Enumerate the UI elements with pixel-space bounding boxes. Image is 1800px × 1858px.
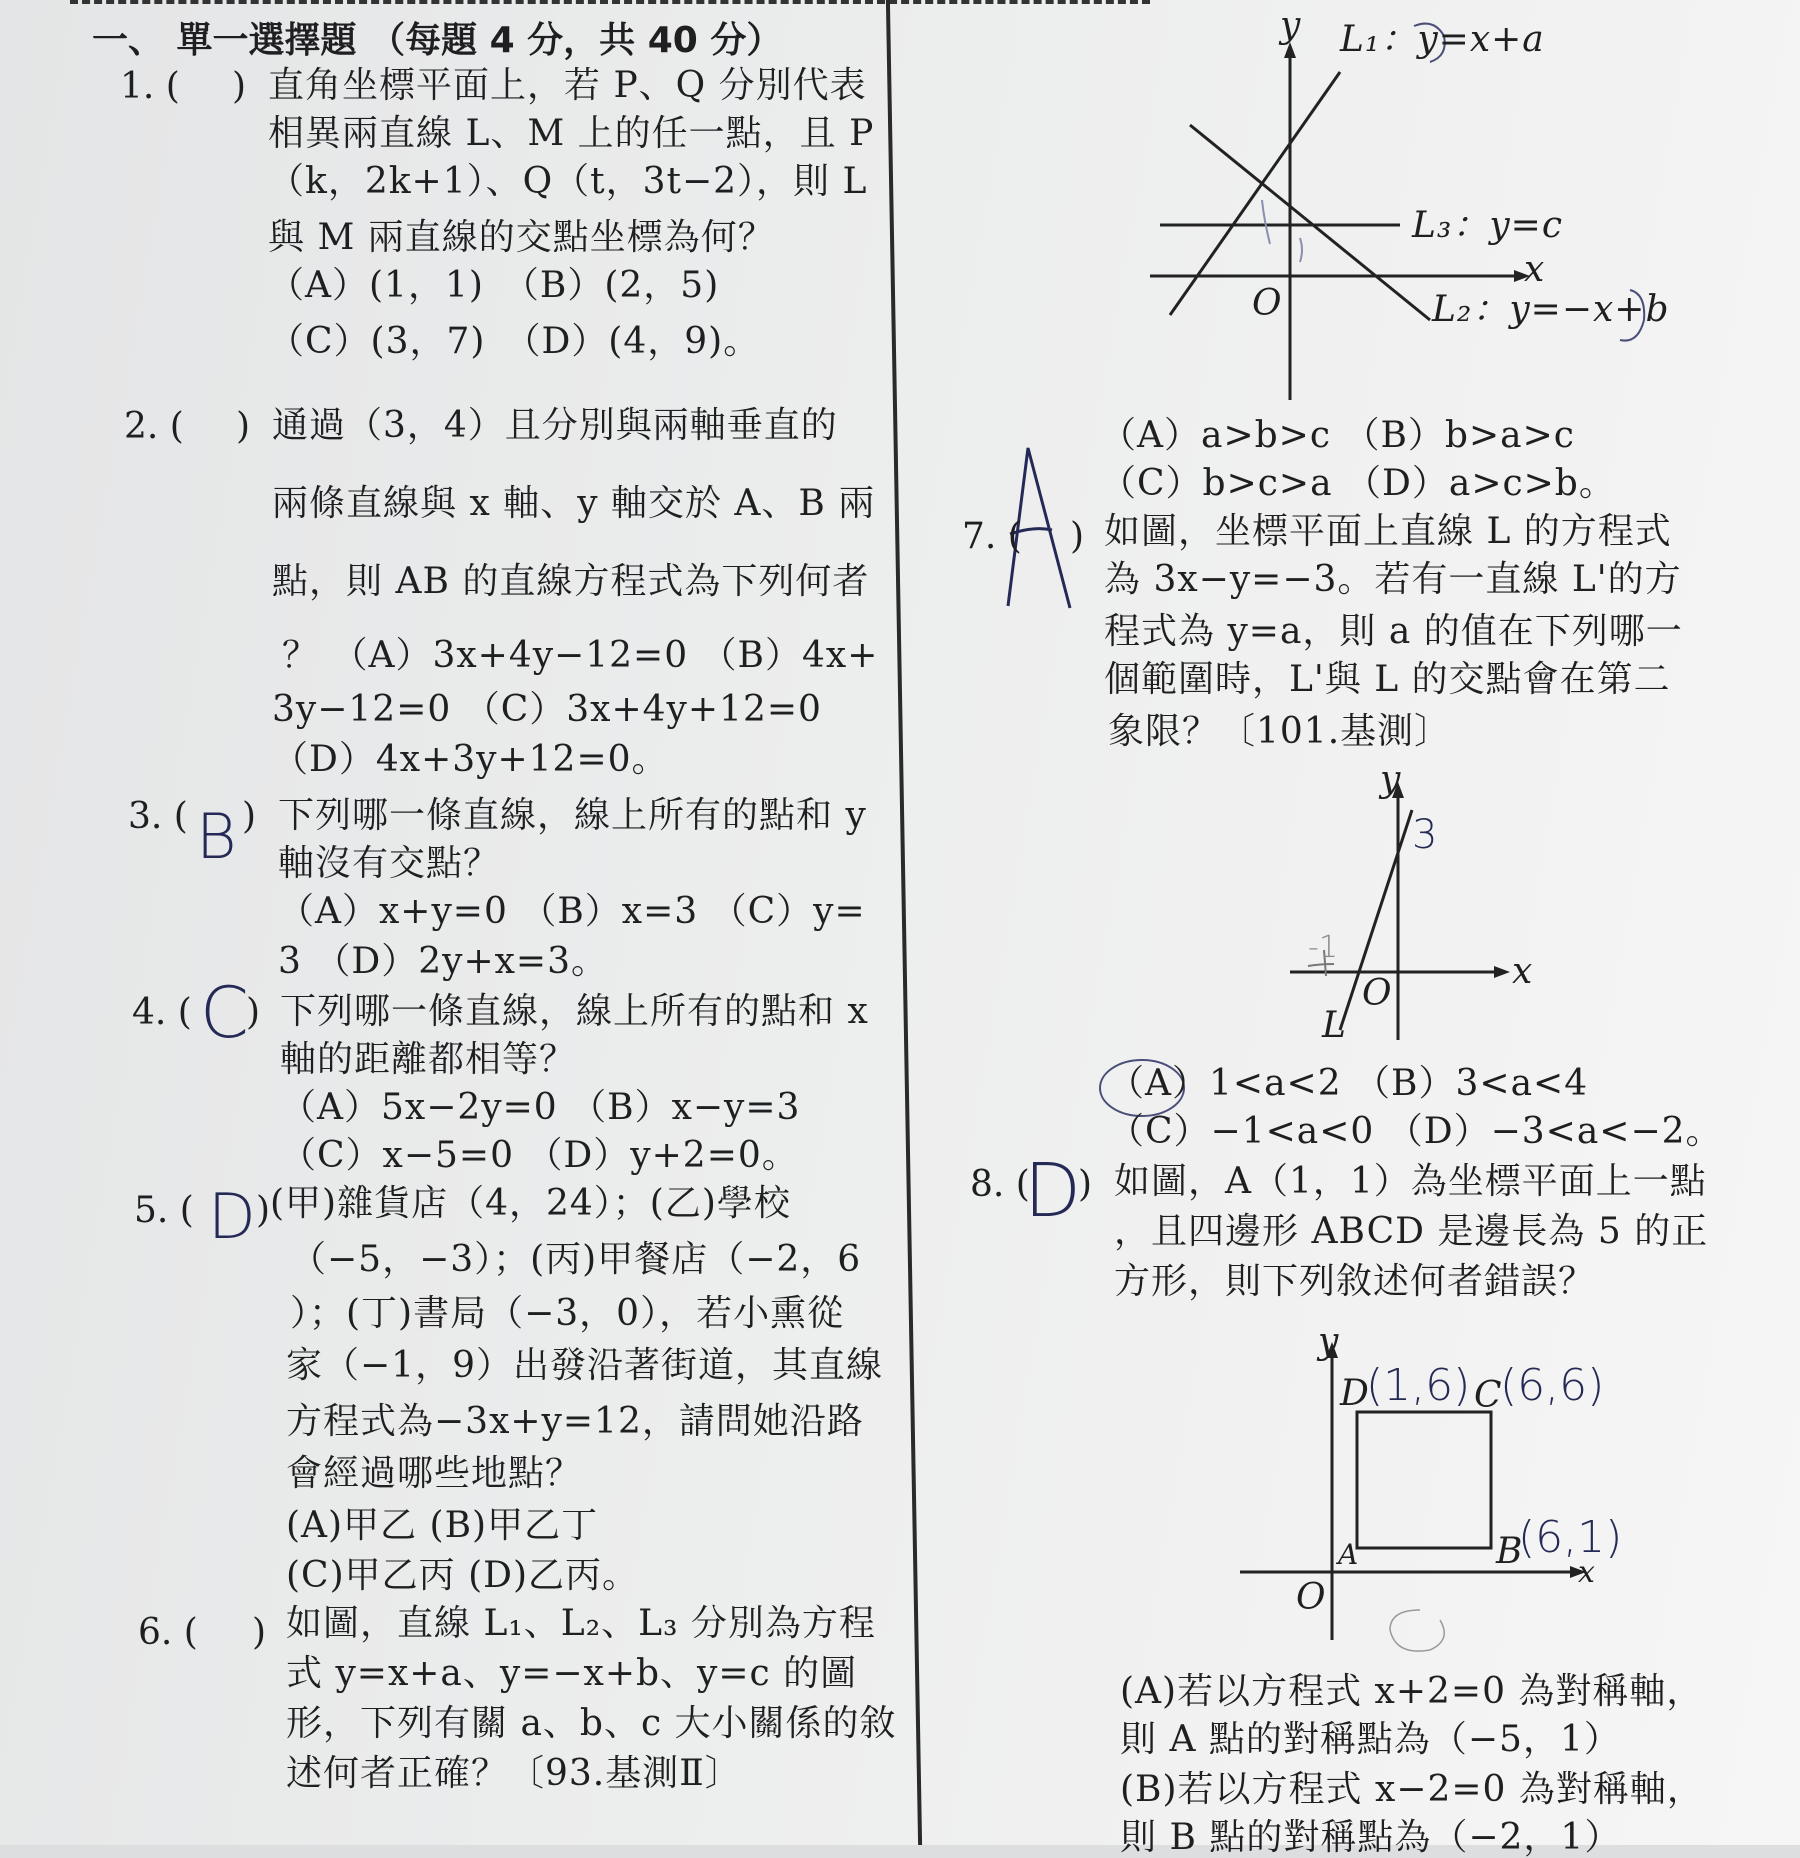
q8-handwritten-answer: D bbox=[1024, 1148, 1081, 1234]
q2-line-5: 3y−12=0 （C）3x+4y+12=0 bbox=[272, 689, 822, 730]
q3-line-1: 下列哪一條直線，線上所有的點和 y bbox=[278, 795, 867, 836]
q6-label-y: y bbox=[1280, 5, 1302, 46]
q5-line-5: 方程式為−3x+y=12，請問她沿路 bbox=[286, 1401, 864, 1442]
q7-graph bbox=[1280, 780, 1540, 1050]
top-dashed-border bbox=[70, 0, 1150, 12]
q6-label-x: x bbox=[1524, 249, 1546, 290]
q8-option-line-3: (B)若以方程式 x−2=0 為對稱軸， bbox=[1120, 1769, 1704, 1810]
q6-option-row-2: （C）b>c>a （D）a>c>b。 bbox=[1100, 463, 1616, 504]
q2-line-2: 兩條直線與 x 軸、y 軸交於 A、B 兩 bbox=[272, 483, 876, 524]
q4-close: ) bbox=[246, 992, 261, 1033]
q1-line-1: 直角坐標平面上，若 P、Q 分別代表 bbox=[268, 65, 867, 106]
q7-line-1: 如圖，坐標平面上直線 L 的方程式 bbox=[1104, 511, 1672, 552]
q7-line-5: 象限？〔101.基測〕 bbox=[1108, 711, 1452, 752]
q5-line-8: (C)甲乙丙 (D)乙丙。 bbox=[286, 1555, 640, 1596]
q3-line-2: 軸沒有交點？ bbox=[278, 843, 501, 884]
q6-line-1: 如圖，直線 L₁、L₂、L₃ 分別為方程 bbox=[286, 1603, 876, 1644]
q6-option-row-1: （A）a>b>c （B）b>a>c bbox=[1100, 415, 1575, 456]
q4-line-2: 軸的距離都相等？ bbox=[280, 1039, 577, 1080]
q7-option-row-2: （C）−1<a<0 （D）−3<a<−2。 bbox=[1108, 1111, 1723, 1152]
q5-line-6: 會經過哪些地點？ bbox=[286, 1453, 583, 1494]
q6-label-origin: O bbox=[1252, 283, 1283, 324]
q8-line-2: ，且四邊形 ABCD 是邊長為 5 的正 bbox=[1114, 1211, 1709, 1252]
q6-label-l1: L₁：y=x+a bbox=[1340, 19, 1545, 60]
q2-line-6: （D）4x+3y+12=0。 bbox=[272, 739, 669, 780]
q4-number: 4. ( bbox=[132, 992, 192, 1033]
q7-line-3: 程式為 y=a，則 a 的值在下列哪一 bbox=[1104, 611, 1683, 652]
q7-label-line: L bbox=[1322, 1005, 1347, 1046]
q7-number: 7. ( bbox=[962, 516, 1022, 557]
q3-line-3: （A）x+y=0 （B）x=3 （C）y= bbox=[278, 891, 866, 932]
q3-close: ) bbox=[242, 796, 257, 837]
q5-line-1: (甲)雜貨店（4，24）；(乙)學校 bbox=[270, 1183, 791, 1224]
q5-handwritten-answer: D bbox=[208, 1180, 256, 1253]
q2-number: 2. ( bbox=[124, 406, 184, 447]
q7-label-y: y bbox=[1380, 759, 1402, 800]
q1-line-6: （C）(3，7) （D）(4，9)。 bbox=[268, 321, 761, 362]
q5-line-2: （−5，−3）；(丙)甲餐店（−2，6 bbox=[290, 1239, 862, 1280]
q1-line-4: 與 M 兩直線的交點坐標為何？ bbox=[268, 217, 775, 258]
q6-close: ) bbox=[252, 1612, 267, 1653]
q1-close: ) bbox=[232, 66, 247, 107]
q8-label-D: D bbox=[1340, 1373, 1370, 1414]
q7-label-x: x bbox=[1512, 951, 1534, 992]
q3-line-4: 3 （D）2y+x=3。 bbox=[278, 941, 608, 982]
q8-option-line-2: 則 A 點的對稱點為（−5，1） bbox=[1120, 1719, 1621, 1760]
q8-hand-D-coord: (1,6) bbox=[1366, 1360, 1471, 1411]
q7-label-origin: O bbox=[1362, 973, 1393, 1014]
q5-line-7: (A)甲乙 (B)甲乙丁 bbox=[286, 1505, 599, 1546]
q4-line-1: 下列哪一條直線，線上所有的點和 x bbox=[280, 991, 869, 1032]
q8-label-A: A bbox=[1338, 1538, 1360, 1571]
q1-line-5: （A）(1，1) （B）(2，5) bbox=[268, 265, 720, 306]
q8-option-line-1: (A)若以方程式 x+2=0 為對稱軸， bbox=[1120, 1671, 1704, 1712]
q8-hand-B-coord: (6,1) bbox=[1518, 1512, 1623, 1563]
q8-close: ) bbox=[1078, 1164, 1093, 1205]
q8-option-line-4: 則 B 點的對稱點為（−2，1） bbox=[1120, 1817, 1622, 1858]
q2-line-1: 通過（3，4）且分別與兩軸垂直的 bbox=[272, 405, 838, 446]
q8-line-3: 方形，則下列敘述何者錯誤？ bbox=[1114, 1261, 1596, 1302]
q1-number: 1. ( bbox=[120, 66, 180, 107]
q7-line-2: 為 3x−y=−3。若有一直線 L'的方 bbox=[1104, 559, 1682, 600]
q6-line-4: 述何者正確？〔93.基測Ⅱ〕 bbox=[286, 1753, 742, 1794]
q5-line-3: ）；(丁)書局（−3，0），若小熏從 bbox=[290, 1293, 845, 1334]
q1-line-3: （k，2k+1）、Q（t，3t−2），則 L bbox=[268, 161, 868, 202]
q2-close: ) bbox=[236, 406, 251, 447]
q2-line-4: ？ （A）3x+4y−12=0 （B）4x+ bbox=[282, 635, 879, 676]
q6-line-3: 形，下列有關 a、b、c 大小關係的敘 bbox=[286, 1703, 897, 1744]
q1-line-2: 相異兩直線 L、M 上的任一點，且 P bbox=[268, 113, 875, 154]
q3-handwritten-answer: B bbox=[196, 800, 237, 873]
q6-line-2: 式 y=x+a、y=−x+b、y=c 的圖 bbox=[286, 1653, 858, 1694]
q5-number: 5. ( bbox=[134, 1190, 194, 1231]
q4-line-4: （C）x−5=0 （D）y+2=0。 bbox=[280, 1135, 799, 1176]
q8-label-origin: O bbox=[1296, 1577, 1327, 1618]
q7-hand-3: 3 bbox=[1412, 812, 1438, 858]
q5-close: ) bbox=[256, 1190, 271, 1231]
q6-label-l2: L₂：y=−x+b bbox=[1432, 289, 1670, 330]
column-divider bbox=[886, 0, 922, 1845]
q8-hand-C-coord: (6,6) bbox=[1500, 1360, 1605, 1411]
q7-hand-neg1: -1 bbox=[1308, 930, 1338, 965]
q7-option-row-1: （A）1<a<2 （B）3<a<4 bbox=[1108, 1063, 1589, 1104]
q8-number: 8. ( bbox=[970, 1164, 1030, 1205]
q6-label-l3: L₃：y=c bbox=[1412, 205, 1564, 246]
q8-label-y: y bbox=[1318, 1321, 1340, 1362]
q8-label-C: C bbox=[1474, 1375, 1503, 1416]
q2-line-3: 點，則 AB 的直線方程式為下列何者 bbox=[272, 561, 870, 602]
q6-number: 6. ( bbox=[138, 1612, 198, 1653]
q7-line-4: 個範圍時，L'與 L 的交點會在第二 bbox=[1104, 659, 1671, 700]
q3-number: 3. ( bbox=[128, 796, 188, 837]
q4-line-3: （A）5x−2y=0 （B）x−y=3 bbox=[280, 1087, 801, 1128]
q4-handwritten-answer: C bbox=[200, 972, 249, 1054]
section-header: 一、 單一選擇題 （每題 4 分，共 40 分） bbox=[92, 20, 783, 61]
q8-label-B: B bbox=[1496, 1531, 1524, 1572]
q5-line-4: 家（−1，9）出發沿著街道，其直線 bbox=[286, 1345, 883, 1386]
q8-line-1: 如圖，A（1，1）為坐標平面上一點 bbox=[1114, 1161, 1707, 1202]
q7-close: ) bbox=[1070, 516, 1085, 557]
q8-label-x: x bbox=[1578, 1555, 1596, 1590]
